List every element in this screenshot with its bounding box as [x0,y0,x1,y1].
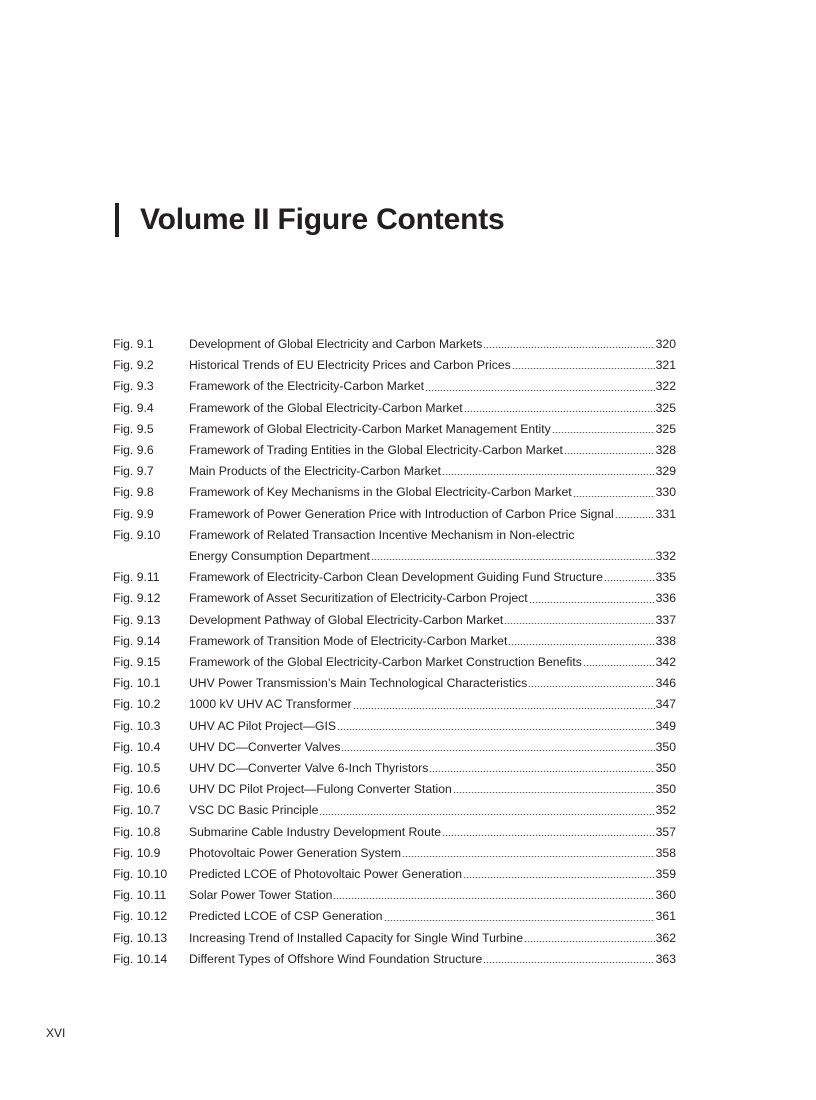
dot-leader [453,792,655,793]
toc-entry[interactable] [113,440,676,461]
dot-leader [552,432,655,433]
figure-label: Fig. 10.11 [113,888,167,903]
figure-title: Increasing Trend of Installed Capacity for Single Wind Turbine [189,930,523,945]
figure-title: Framework of Trading Entities in the Global Electricity-Carbon Market [189,443,563,458]
dot-leader [583,665,655,666]
toc-entry[interactable] [113,631,676,652]
toc-entry[interactable] [113,779,676,800]
figure-title: Predicted LCOE of CSP Generation [189,909,383,924]
figure-label: Fig. 9.3 [113,379,154,394]
page-ref: 349 [655,718,676,733]
dot-leader [333,898,654,899]
figure-title: VSC DC Basic Principle [189,803,319,818]
toc-entry[interactable] [113,504,676,525]
page-ref: 328 [655,443,676,458]
dot-leader [615,517,655,518]
page-ref: 325 [655,421,676,436]
toc-entry[interactable] [113,588,676,609]
toc-entry[interactable] [113,864,676,885]
page-ref: 361 [655,909,676,924]
toc-entry[interactable] [113,419,676,440]
figure-label: Fig. 9.12 [113,591,161,606]
dot-leader [429,771,654,772]
dot-leader [528,686,654,687]
figure-title: UHV DC Pilot Project—Fulong Converter Station [189,782,452,797]
figure-title: Framework of the Global Electricity-Carbon Market [189,400,463,415]
figure-label: Fig. 9.10 [113,527,161,542]
toc-entry[interactable] [113,800,676,821]
dot-leader [512,368,655,369]
page-ref: 330 [655,485,676,500]
figure-label: Fig. 9.8 [113,485,154,500]
figure-label: Fig. 9.6 [113,443,154,458]
toc-entry[interactable] [113,461,676,482]
figure-label: Fig. 10.3 [113,718,161,733]
toc-entry[interactable] [113,694,676,715]
figure-label: Fig. 9.1 [113,337,154,351]
figure-title: Framework of the Global Electricity-Carbon Market Construction Benefits [189,655,582,670]
figure-label: Fig. 9.9 [113,506,154,521]
page-ref: 329 [655,464,676,479]
figure-title: Development Pathway of Global Electricity-Carbon Market [189,612,504,627]
page-ref: 350 [655,782,676,797]
figure-title: Solar Power Tower Station [189,888,333,903]
figure-title: UHV AC Pilot Project—GIS [189,718,336,733]
toc-entry[interactable] [113,652,676,673]
page-ref: 358 [655,845,676,860]
figure-label: Fig. 10.8 [113,824,161,839]
figure-label: Fig. 10.7 [113,803,161,818]
dot-leader [442,835,655,836]
page-ref: 363 [655,951,676,966]
figure-label: Fig. 10.6 [113,782,161,797]
figure-title: 1000 kV UHV AC Transformer [189,697,352,712]
dot-leader [337,729,655,730]
figure-label: Fig. 10.10 [113,867,168,882]
toc-entry[interactable] [113,716,676,737]
figure-label: Fig. 10.5 [113,761,161,776]
toc-entry[interactable] [113,673,676,694]
page-ref: 335 [655,570,676,585]
page-ref: 320 [655,337,676,351]
dot-leader [483,347,654,348]
page-ref: 352 [655,803,676,818]
figure-label: Fig. 9.5 [113,421,154,436]
figure-title: Framework of Related Transaction Incentive Mechanism in Non-electric [189,527,575,542]
page-ref: 346 [655,676,676,691]
dot-leader [504,623,654,624]
figure-title: Framework of Power Generation Price with Introduction of Carbon Price Signal [189,506,614,521]
dot-leader [604,580,655,581]
dot-leader [573,496,655,497]
heading-bar [115,203,119,237]
page-ref: 336 [655,591,676,606]
figure-title: Predicted LCOE of Photovoltaic Power Generation [189,867,463,882]
toc-entry[interactable] [113,398,676,419]
toc-entry[interactable] [113,906,676,927]
page-number: XVI [46,1026,66,1040]
page-ref: 362 [655,930,676,945]
figure-label: Fig. 9.15 [113,655,161,670]
toc-entry[interactable] [113,928,676,949]
toc-entry[interactable] [113,376,676,397]
dot-leader [508,644,654,645]
page-ref: 322 [655,379,676,394]
toc-entry[interactable] [113,610,676,631]
figure-label: Fig. 10.2 [113,697,161,712]
toc-entry[interactable] [113,567,676,588]
figure-label: Fig. 9.7 [113,464,154,479]
figure-label: Fig. 9.11 [113,570,160,585]
page-title: Volume II Figure Contents [140,203,505,236]
figure-label: Fig. 9.14 [113,633,161,648]
toc-entry[interactable] [113,843,676,864]
figure-label: Fig. 10.13 [113,930,168,945]
toc-entry[interactable] [113,949,676,970]
dot-leader [319,814,654,815]
figure-label: Fig. 10.14 [113,951,168,966]
figure-title: Main Products of the Electricity-Carbon Market [189,464,441,479]
page-ref: 331 [655,506,676,521]
figure-title: Framework of Global Electricity-Carbon Market Management Entity [189,421,551,436]
toc-entry[interactable] [113,525,676,567]
page-ref: 332 [655,549,676,564]
figure-title: Development of Global Electricity and Carbon Markets [189,337,483,351]
dot-leader [442,474,655,475]
page-ref: 350 [655,739,676,754]
page-ref: 321 [655,358,676,373]
page-ref: 360 [655,888,676,903]
page-heading [115,203,504,237]
page-ref: 325 [655,400,676,415]
figure-title: Photovoltaic Power Generation System [189,845,402,860]
figure-label: Fig. 10.1 [113,676,161,691]
dot-leader [483,962,654,963]
page-ref: 337 [655,612,676,627]
dot-leader [371,559,655,560]
figure-contents-list [113,334,676,970]
figure-label: Fig. 9.4 [113,400,154,415]
page-ref: 357 [655,824,676,839]
dot-leader [341,750,654,751]
figure-title: Framework of Asset Securitization of Electricity-Carbon Project [189,591,528,606]
figure-title: UHV DC—Converter Valves [189,739,341,754]
figure-title: Framework of the Electricity-Carbon Market [189,379,425,394]
figure-title: Historical Trends of EU Electricity Prices and Carbon Prices [189,358,511,373]
page-ref: 347 [655,697,676,712]
figure-label: Fig. 9.13 [113,612,161,627]
figure-title-continued: Energy Consumption Department [189,549,370,564]
figure-title: Framework of Key Mechanisms in the Global Electricity-Carbon Market [189,485,572,500]
figure-title: Framework of Transition Mode of Electricity-Carbon Market [189,633,508,648]
dot-leader [353,708,655,709]
figure-label: Fig. 10.12 [113,909,168,924]
figure-label: Fig. 9.2 [113,358,154,373]
figure-title: Framework of Electricity-Carbon Clean Development Guiding Fund Structure [189,570,603,585]
figure-label: Fig. 10.4 [113,739,161,754]
dot-leader [463,877,655,878]
figure-title: UHV Power Transmission’s Main Technological Characteristics [189,676,528,691]
dot-leader [564,453,655,454]
dot-leader [425,390,655,391]
toc-entry[interactable] [113,355,676,376]
page-ref: 338 [655,633,676,648]
toc-entry[interactable] [113,334,676,355]
dot-leader [529,602,655,603]
page-ref: 359 [655,867,676,882]
dot-leader [524,941,655,942]
figure-title: Different Types of Offshore Wind Foundation Structure [189,951,483,966]
dot-leader [402,856,655,857]
figure-title: UHV DC—Converter Valve 6-Inch Thyristors [189,761,429,776]
toc-entry[interactable] [113,737,676,758]
page-ref: 342 [655,655,676,670]
dot-leader [464,411,655,412]
toc-entry[interactable] [113,885,676,906]
dot-leader [384,920,655,921]
page-ref: 350 [655,761,676,776]
figure-label: Fig. 10.9 [113,845,161,860]
toc-entry[interactable] [113,482,676,503]
figure-title: Submarine Cable Industry Development Route [189,824,442,839]
toc-entry[interactable] [113,758,676,779]
toc-entry[interactable] [113,822,676,843]
